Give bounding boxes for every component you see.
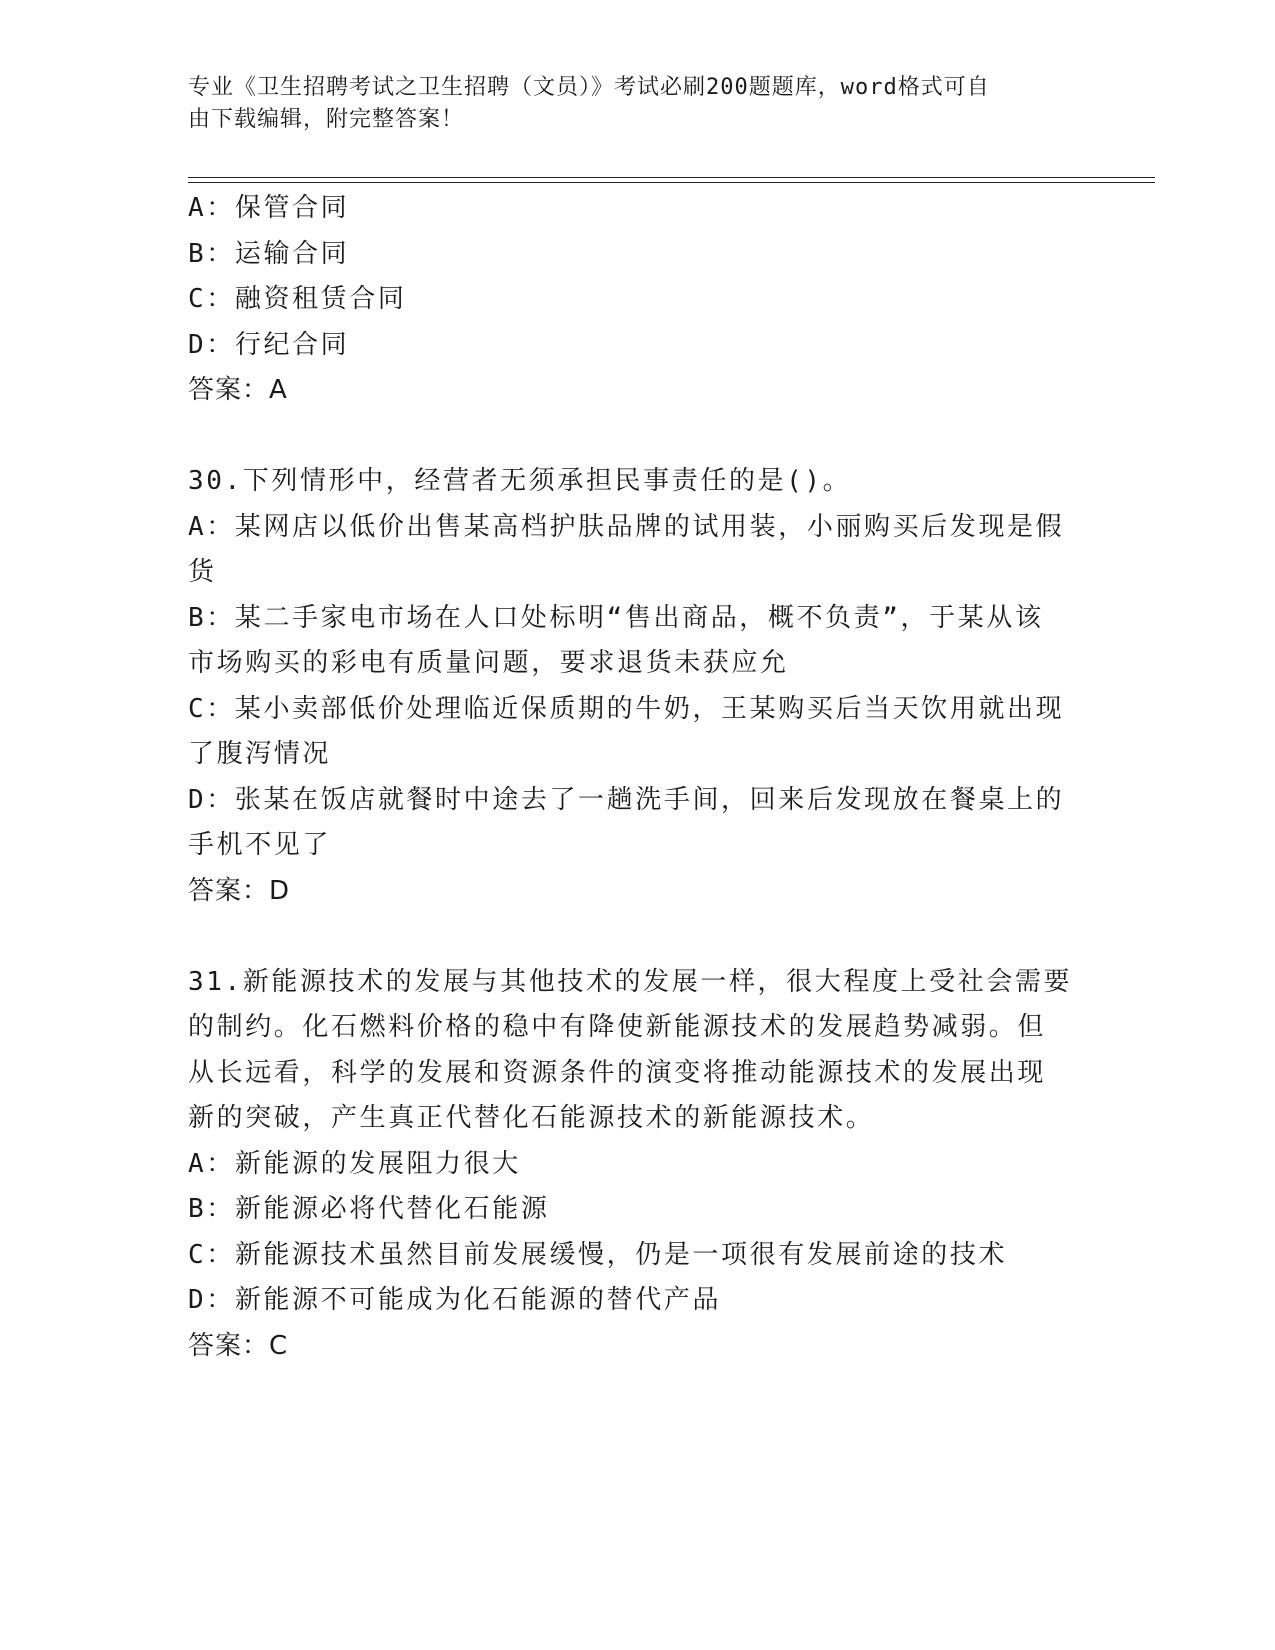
document-header (188, 72, 1068, 136)
spacer (188, 914, 1078, 960)
question-31-block (188, 960, 1078, 1370)
answer-label: 答案：A (188, 375, 288, 405)
header-line-2: 由下载编辑，附完整答案！ (188, 107, 465, 132)
option-c-line-2: 了腹泻情况 (188, 739, 332, 769)
option-a: A：保管合同 (188, 193, 350, 223)
question-30-block (188, 459, 1078, 914)
question-text: 30.下列情形中，经营者无须承担民事责任的是()。 (188, 466, 852, 496)
question-text-line-3: 从长远看，科学的发展和资源条件的演变将推动能源技术的发展出现 (188, 1057, 1047, 1088)
header-divider-top (188, 177, 1155, 178)
option-d-line-1: D：张某在饭店就餐时中途去了一趟洗手间，回来后发现放在餐桌上的 (188, 784, 1065, 815)
document-body (188, 186, 1078, 1369)
option-d-line-2: 手机不见了 (188, 830, 332, 860)
option-a: A：新能源的发展阻力很大 (188, 1148, 521, 1179)
question-text-line-1: 31.新能源技术的发展与其他技术的发展一样，很大程度上受社会需要 (188, 966, 1073, 997)
answer-label: 答案：C (188, 1330, 289, 1361)
header-line-1: 专业《卫生招聘考试之卫生招聘（文员）》考试必刷200题题库，word格式可自 (188, 75, 990, 100)
option-c-line-1: C：某小卖部低价处理临近保质期的牛奶，王某购买后当天饮用就出现 (188, 693, 1065, 724)
answer-label: 答案：D (188, 875, 291, 906)
option-d: D：新能源不可能成为化石能源的替代产品 (188, 1285, 722, 1315)
option-a-line-1: A：某网店以低价出售某高档护肤品牌的试用装，小丽购买后发现是假 (188, 511, 1065, 542)
question-text-line-2: 的制约。化石燃料价格的稳中有降使新能源技术的发展趋势减弱。但 (188, 1012, 1047, 1042)
option-b: B：运输合同 (188, 238, 350, 269)
option-c: C：新能源技术虽然目前发展缓慢，仍是一项很有发展前途的技术 (188, 1239, 1008, 1270)
option-d: D：行纪合同 (188, 329, 350, 360)
option-c: C：融资租赁合同 (188, 284, 407, 314)
option-a-line-2: 货 (188, 557, 217, 587)
option-b: B：新能源必将代替化石能源 (188, 1194, 550, 1224)
header-divider-bottom (188, 182, 1155, 183)
option-b-line-1: B：某二手家电市场在人口处标明“售出商品，概不负责”，于某从该 (188, 602, 1044, 633)
question-text-line-4: 新的突破，产生真正代替化石能源技术的新能源技术。 (188, 1103, 875, 1133)
question-29-block (188, 186, 1078, 414)
option-b-line-2: 市场购买的彩电有质量问题，要求退货未获应允 (188, 648, 789, 678)
spacer (188, 414, 1078, 460)
